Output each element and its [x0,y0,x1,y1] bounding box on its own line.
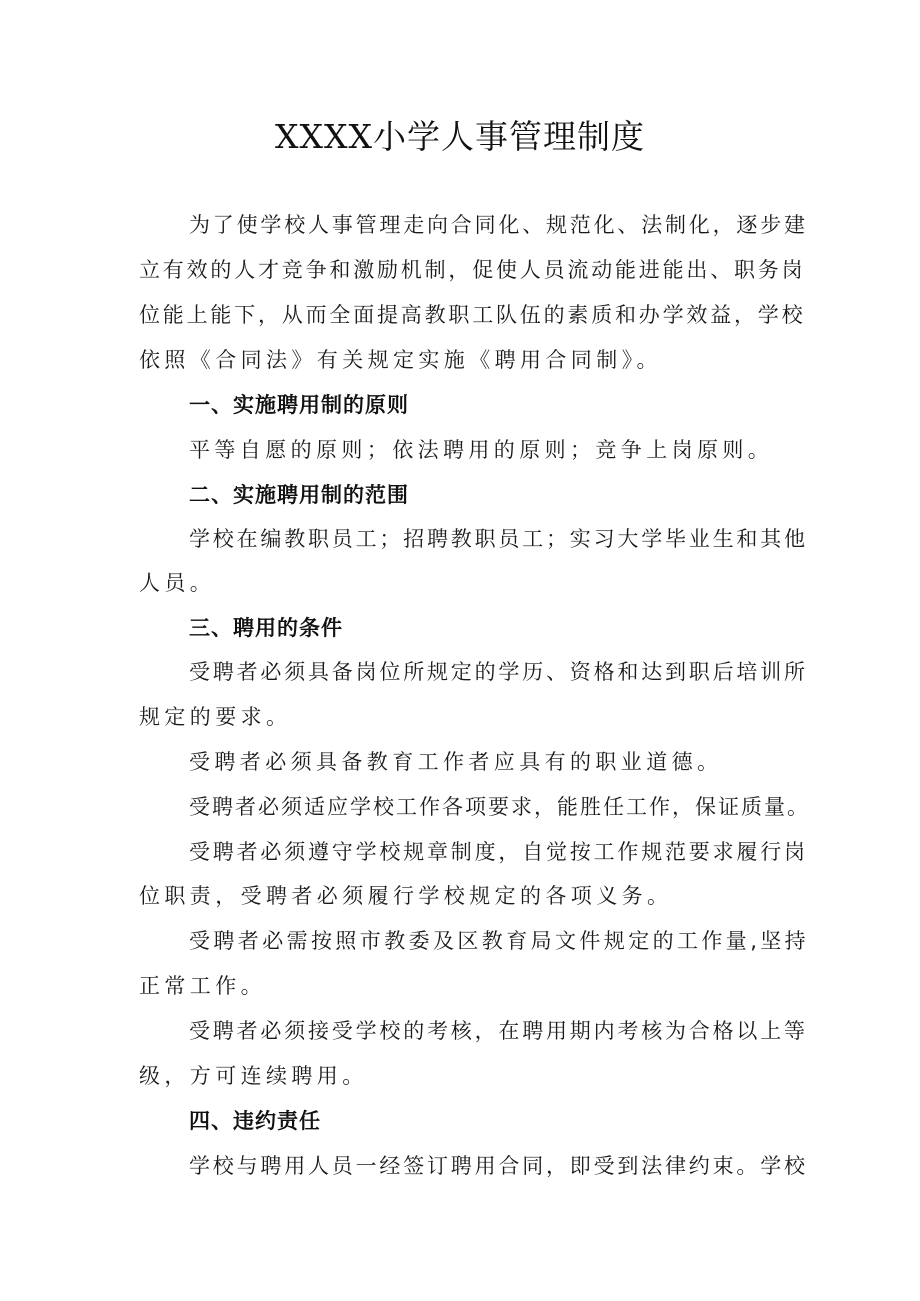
section-1-line-1: 平等自愿的原则；依法聘用的原则；竞争上岗原则。 [189,438,774,462]
section-3-para-1-line-2: 规定的要求。 [139,705,292,729]
section-3-para-5-line-1: 受聘者必需按照市教委及区教育局文件规定的工作量,坚持 [189,929,810,953]
section-3-para-1-line-1: 受聘者必须具备岗位所规定的学历、资格和达到职后培训所 [189,660,808,684]
section-3-para-4-line-2: 位职责，受聘者必须履行学校规定的各项义务。 [139,884,673,908]
section-3-para-4-line-1: 受聘者必须遵守学校规章制度，自觉按工作规范要求履行岗 [189,840,808,864]
document-title: XXXX小学人事管理制度 [275,117,645,156]
section-3-para-6-line-1: 受聘者必须接受学校的考核，在聘用期内考核为合格以上等 [189,1019,808,1043]
section-2-line-1: 学校在编教职员工；招聘教职员工；实习大学毕业生和其他 [189,527,808,551]
section-4-heading: 四、违约责任 [189,1109,321,1133]
section-1-heading: 一、实施聘用制的原则 [189,393,409,417]
intro-line-1: 为了使学校人事管理走向合同化、规范化、法制化，逐步建 [189,213,808,237]
section-3-para-5-line-2: 正常工作。 [139,974,266,998]
section-2-heading: 二、实施聘用制的范围 [189,483,409,507]
section-4-line-1: 学校与聘用人员一经签订聘用合同，即受到法律约束。学校 [189,1154,808,1178]
section-3-para-6-line-2: 级，方可连续聘用。 [139,1064,368,1088]
intro-line-2: 立有效的人才竞争和激励机制，促使人员流动能进能出、职务岗 [139,258,806,282]
intro-line-3: 位能上能下，从而全面提高教职工队伍的素质和办学效益，学校 [139,303,806,327]
section-3-para-2-line-1: 受聘者必须具备教育工作者应具有的职业道德。 [189,750,723,774]
section-3-heading: 三、聘用的条件 [189,616,343,640]
section-2-line-2: 人员。 [139,571,216,595]
intro-line-4: 依照《合同法》有关规定实施《聘用合同制》。 [139,348,662,372]
section-3-para-3-line-1: 受聘者必须适应学校工作各项要求，能胜任工作，保证质量。 [189,795,810,819]
